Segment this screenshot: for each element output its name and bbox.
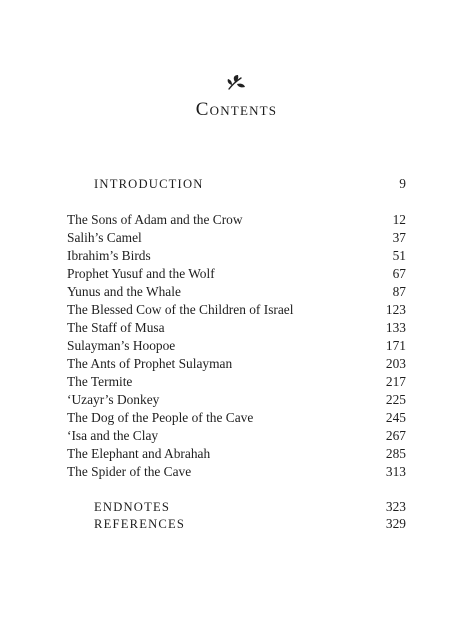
toc-entry[interactable] <box>67 463 406 481</box>
toc-entry-label: The Staff of Musa <box>67 320 165 335</box>
toc-entry[interactable] <box>67 301 406 319</box>
toc-entry-page-number: 245 <box>385 410 406 425</box>
toc-entry-page-number: 217 <box>385 374 406 389</box>
toc-entry-label: Yunus and the Whale <box>67 284 181 299</box>
toc-entry-label: Prophet Yusuf and the Wolf <box>67 266 215 281</box>
toc-entry-label: The Blessed Cow of the Children of Israel <box>67 302 294 317</box>
toc-entry-label: The Ants of Prophet Sulayman <box>67 356 233 371</box>
toc-entry-page-number: 203 <box>385 356 406 371</box>
toc-entry[interactable] <box>67 247 406 265</box>
toc-entry[interactable] <box>67 391 406 409</box>
toc-entry[interactable] <box>67 319 406 337</box>
toc-entry-page-number: 313 <box>385 464 406 479</box>
toc-entry-label: ‘Isa and the Clay <box>67 428 159 443</box>
toc-entry-label: The Sons of Adam and the Crow <box>67 212 243 227</box>
toc-entry-label: ENDNOTES <box>94 500 171 514</box>
toc-entry-label: The Elephant and Abrahah <box>67 446 211 461</box>
toc-entry[interactable] <box>67 337 406 355</box>
toc-entry-label: The Spider of the Cave <box>67 464 192 479</box>
toc-entry[interactable] <box>67 229 406 247</box>
toc-entry-page-number: 323 <box>385 499 406 514</box>
toc-entry[interactable] <box>67 355 406 373</box>
toc-entry-label: ‘Uzayr’s Donkey <box>67 392 160 407</box>
toc-entry[interactable] <box>67 409 406 427</box>
toc-entry-page-number: 9 <box>399 176 406 191</box>
toc-entry[interactable] <box>67 445 406 463</box>
toc-entry-endnotes[interactable] <box>67 498 406 516</box>
toc-entry-page-number: 12 <box>392 212 406 227</box>
toc-entry-page-number: 329 <box>385 516 406 531</box>
toc-entry[interactable] <box>67 373 406 391</box>
toc-entry-page-number: 51 <box>392 248 406 263</box>
toc-entry-label: INTRODUCTION <box>94 177 204 191</box>
toc-entry-label: REFERENCES <box>94 517 186 531</box>
toc-entry-page-number: 123 <box>385 302 406 317</box>
toc-entry-label: Ibrahim’s Birds <box>67 248 151 263</box>
toc-entry-label: Sulayman’s Hoopoe <box>67 338 176 353</box>
toc-entry-label: The Termite <box>67 374 133 389</box>
toc-entry-references[interactable] <box>67 515 406 533</box>
toc-entry[interactable] <box>67 211 406 229</box>
page-title: Contents <box>195 99 278 120</box>
toc-entry-page-number: 285 <box>385 446 406 461</box>
toc-entry[interactable] <box>67 265 406 283</box>
toc-entry[interactable] <box>67 427 406 445</box>
toc-entry-page-number: 87 <box>392 284 406 299</box>
toc-entry-page-number: 267 <box>385 428 406 443</box>
toc-entry-page-number: 133 <box>385 320 406 335</box>
toc-entry-label: Salih’s Camel <box>67 230 142 245</box>
toc-entry-introduction[interactable] <box>67 175 406 193</box>
toc-entry-page-number: 37 <box>392 230 406 245</box>
toc-entry[interactable] <box>67 283 406 301</box>
toc-entry-page-number: 67 <box>392 266 406 281</box>
toc-entry-page-number: 171 <box>385 338 406 353</box>
toc-entry-page-number: 225 <box>385 392 406 407</box>
leaf-sprig-icon <box>226 74 246 92</box>
toc-entry-label: The Dog of the People of the Cave <box>67 410 254 425</box>
